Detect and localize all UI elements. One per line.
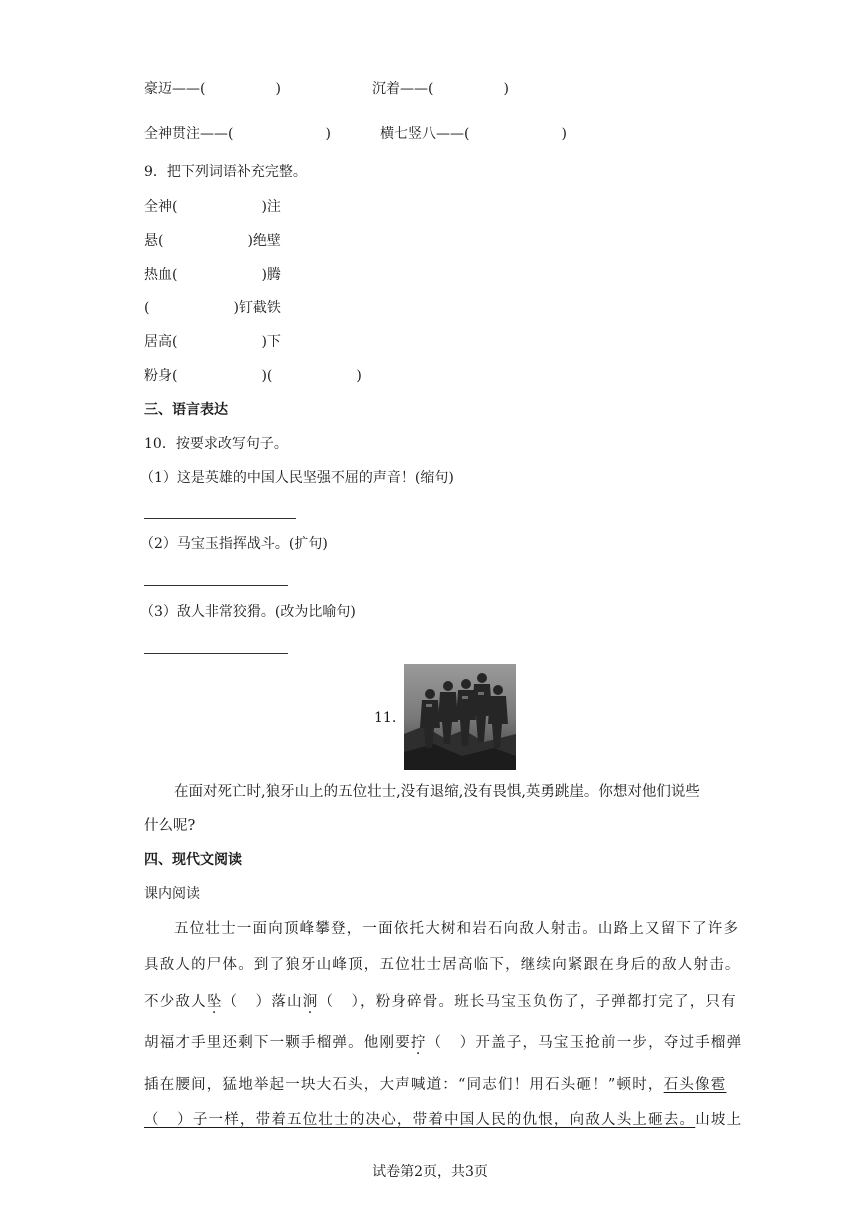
dotted-char-jian: 涧 [302,994,319,1010]
paren-close: ) [325,126,331,142]
word-quanshenguanzhu: 全神贯注——( [144,126,234,142]
underlined-sentence-start: 石头像雹 [663,1077,727,1093]
q8-row2-right [380,125,567,143]
dotted-char-ning: 拧 [410,1035,427,1051]
passage-line-6: （ ）子一样，带着五位壮士的决心，带着中国人民的仇恨，向敌人头上砸去。山坡上 [144,1112,743,1128]
word-hengqishuba: 横七竖八——( [380,126,470,142]
q9-item-1: 全神( )注 [144,199,281,215]
five-heroes-photo [404,664,516,770]
q8-row1-left [144,80,281,98]
q9-item-5: 居高( )下 [144,334,281,350]
q9-title: 9．把下列词语补充完整。 [144,164,307,180]
page-footer: 试卷第2页，共3页 [372,1164,488,1180]
answer-line-3[interactable] [144,653,288,654]
dotted-char-zhui: 坠 [206,994,223,1010]
q9-item-3: 热血( )腾 [144,267,281,283]
passage-line-2: 具敌人的尸体。到了狼牙山峰顶，五位壮士居高临下，继续向紧跟在身后的敌人射击。 [144,957,741,973]
paren-close: ) [275,81,281,97]
answer-line-2[interactable] [144,585,288,586]
passage-line-3: 不少敌人坠（ ）落山涧（ ），粉身碎骨。班长马宝玉负伤了，子弹都打完了，只有 [144,994,737,1010]
q9-item-6: 粉身( )( ) [144,368,362,384]
q11-text-line2: 什么呢? [144,818,196,834]
word-haomai: 豪迈——( [144,81,206,97]
q8-row1-right [372,80,509,98]
underlined-sentence-end: （ ）子一样，带着五位壮士的决心，带着中国人民的仇恨，向敌人头上砸去。 [144,1112,696,1128]
q11-text-line1: 在面对死亡时,狼牙山上的五位壮士,没有退缩,没有畏惧,英勇跳崖。你想对他们说些 [174,784,700,800]
passage-line-1: 五位壮士一面向顶峰攀登，一面依托大树和岩石向敌人射击。山路上又留下了许多 [174,921,740,937]
q10-title: 10．按要求改写句子。 [144,436,288,452]
q8-row2-left [144,125,331,143]
q11-number: 11. [374,710,397,726]
q10-item-3: （3）敌人非常狡猾。(改为比喻句) [140,604,356,620]
q9-item-4: ( )钉截铁 [144,300,281,316]
answer-line-1[interactable] [144,518,296,519]
word-chenzhuo: 沉着——( [372,81,434,97]
section4-heading: 四、现代文阅读 [144,852,242,868]
q9-item-2: 悬( )绝壁 [144,233,281,249]
passage-line-5: 插在腰间，猛地举起一块大石头，大声喊道：“同志们！用石头砸！”顿时，石头像雹 [144,1077,727,1093]
paren-close: ) [503,81,509,97]
reading-subheading: 课内阅读 [144,886,200,902]
q10-item-2: （2）马宝玉指挥战斗。(扩句) [140,536,328,552]
passage-line-4: 胡福才手里还剩下一颗手榴弹。他刚要拧（ ）开盖子，马宝玉抢前一步，夺过手榴弹 [144,1035,743,1051]
paren-close: ) [561,126,567,142]
q10-item-1: （1）这是英雄的中国人民坚强不屈的声音！(缩句) [140,470,454,486]
section3-heading: 三、语言表达 [144,402,228,418]
